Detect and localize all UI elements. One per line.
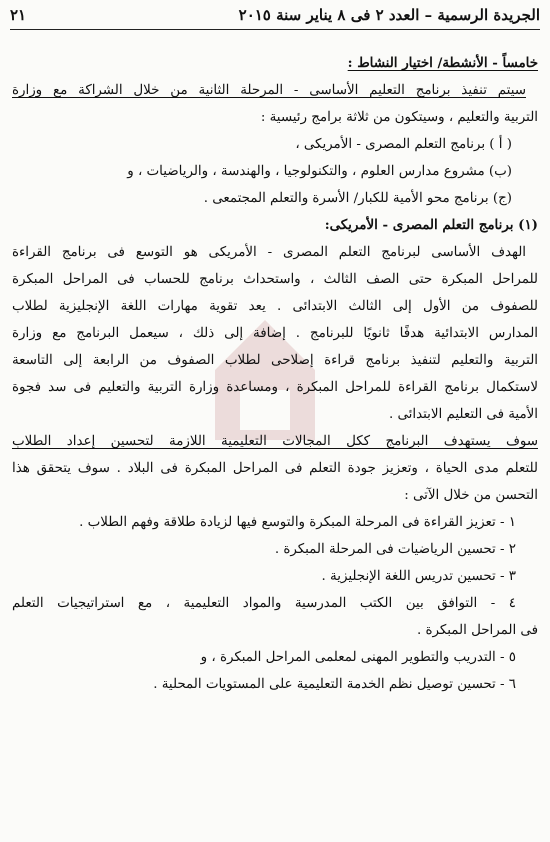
paragraph-line: للمراحل المبكرة حتى الصف الثالث ، واستحداث برنامج للحساب فى المراحل المبكرة [12,272,538,287]
paragraph-line: للتعلم مدى الحياة ، وتعزيز جودة التعلم فى المراحل المبكرة فى البلاد . سوف يتحقق هذا [12,461,538,476]
program-item: (ج) برنامج محو الأمية للكبار/ الأسرة والتعلم المجتمعى . [203,191,512,206]
paragraph-line: سوف يستهدف البرنامج ككل المجالات التعليمية اللازمة لتحسين إعداد الطلاب [12,434,538,449]
subsection-heading: (١) برنامج التعلم المصرى - الأمريكى: [324,217,538,233]
list-item-continuation: فى المراحل المبكرة . [416,623,538,638]
paragraph-line: لاستكمال برنامج القراءة للمراحل المبكرة ، ومساعدة وزارة التربية والتعليم فى سد فجوة [12,380,538,395]
paragraph-line: المدارس الابتدائية هدفًا ثانويًا للبرنامج . إضافة إلى ذلك ، سيعمل البرنامج مع وزارة [12,326,538,341]
list-item: ١ - تعزيز القراءة فى المرحلة المبكرة والتوسع فيها لزيادة طلاقة وفهم الطلاب . [79,515,516,530]
paragraph-line: التحسن من خلال الآتى : [404,488,538,503]
list-item: ٦ - تحسين توصيل نظم الخدمة التعليمية على المستويات المحلية . [153,677,516,692]
header-divider [10,29,540,30]
paragraph-line: التربية والتعليم لتنفيذ برنامج قراءة إصلاحى لطلاب الصفوف من الرابعة إلى التاسعة [12,353,538,368]
page-number: ٢١ [10,6,27,24]
program-item: (ب) مشروع مدارس العلوم ، والتكنولوجيا ، والهندسة ، والرياضيات ، و [127,164,512,179]
list-item: ٥ - التدريب والتطوير المهنى لمعلمى المراحل المبكرة ، و [200,650,516,665]
paragraph-line: للصفوف من الأول إلى الثالث الابتدائى . يعد تقوية مهارات اللغة الإنجليزية لطلاب [12,299,538,314]
intro-line: التربية والتعليم ، وسيتكون من ثلاثة برامج رئيسية : [260,110,538,125]
list-item: ٢ - تحسين الرياضيات فى المرحلة المبكرة . [274,542,516,557]
section-heading: خامساً - الأنشطة/ اختيار النشاط : [347,55,538,71]
list-item: ٣ - تحسين تدريس اللغة الإنجليزية . [321,569,516,584]
paragraph-line: الهدف الأساسى لبرنامج التعلم المصرى - الأمريكى هو التوسع فى برنامج القراءة [12,245,526,260]
paragraph-line: الأمية فى التعليم الابتدائى . [388,407,538,422]
page-body [12,50,538,698]
publication-title: الجريدة الرسمية – العدد ٢ فى ٨ يناير سنة ٢٠١٥ [238,6,540,24]
list-item: ٤ - التوافق بين الكتب المدرسية والمواد التعليمية ، مع استراتيجيات التعلم [12,596,516,611]
page-header [10,4,540,26]
intro-line: سيتم تنفيذ برنامج التعليم الأساسى - المرحلة الثانية من خلال الشراكة مع وزارة [12,83,526,98]
program-item: ( أ ) برنامج التعلم المصرى - الأمريكى ، [295,137,512,152]
